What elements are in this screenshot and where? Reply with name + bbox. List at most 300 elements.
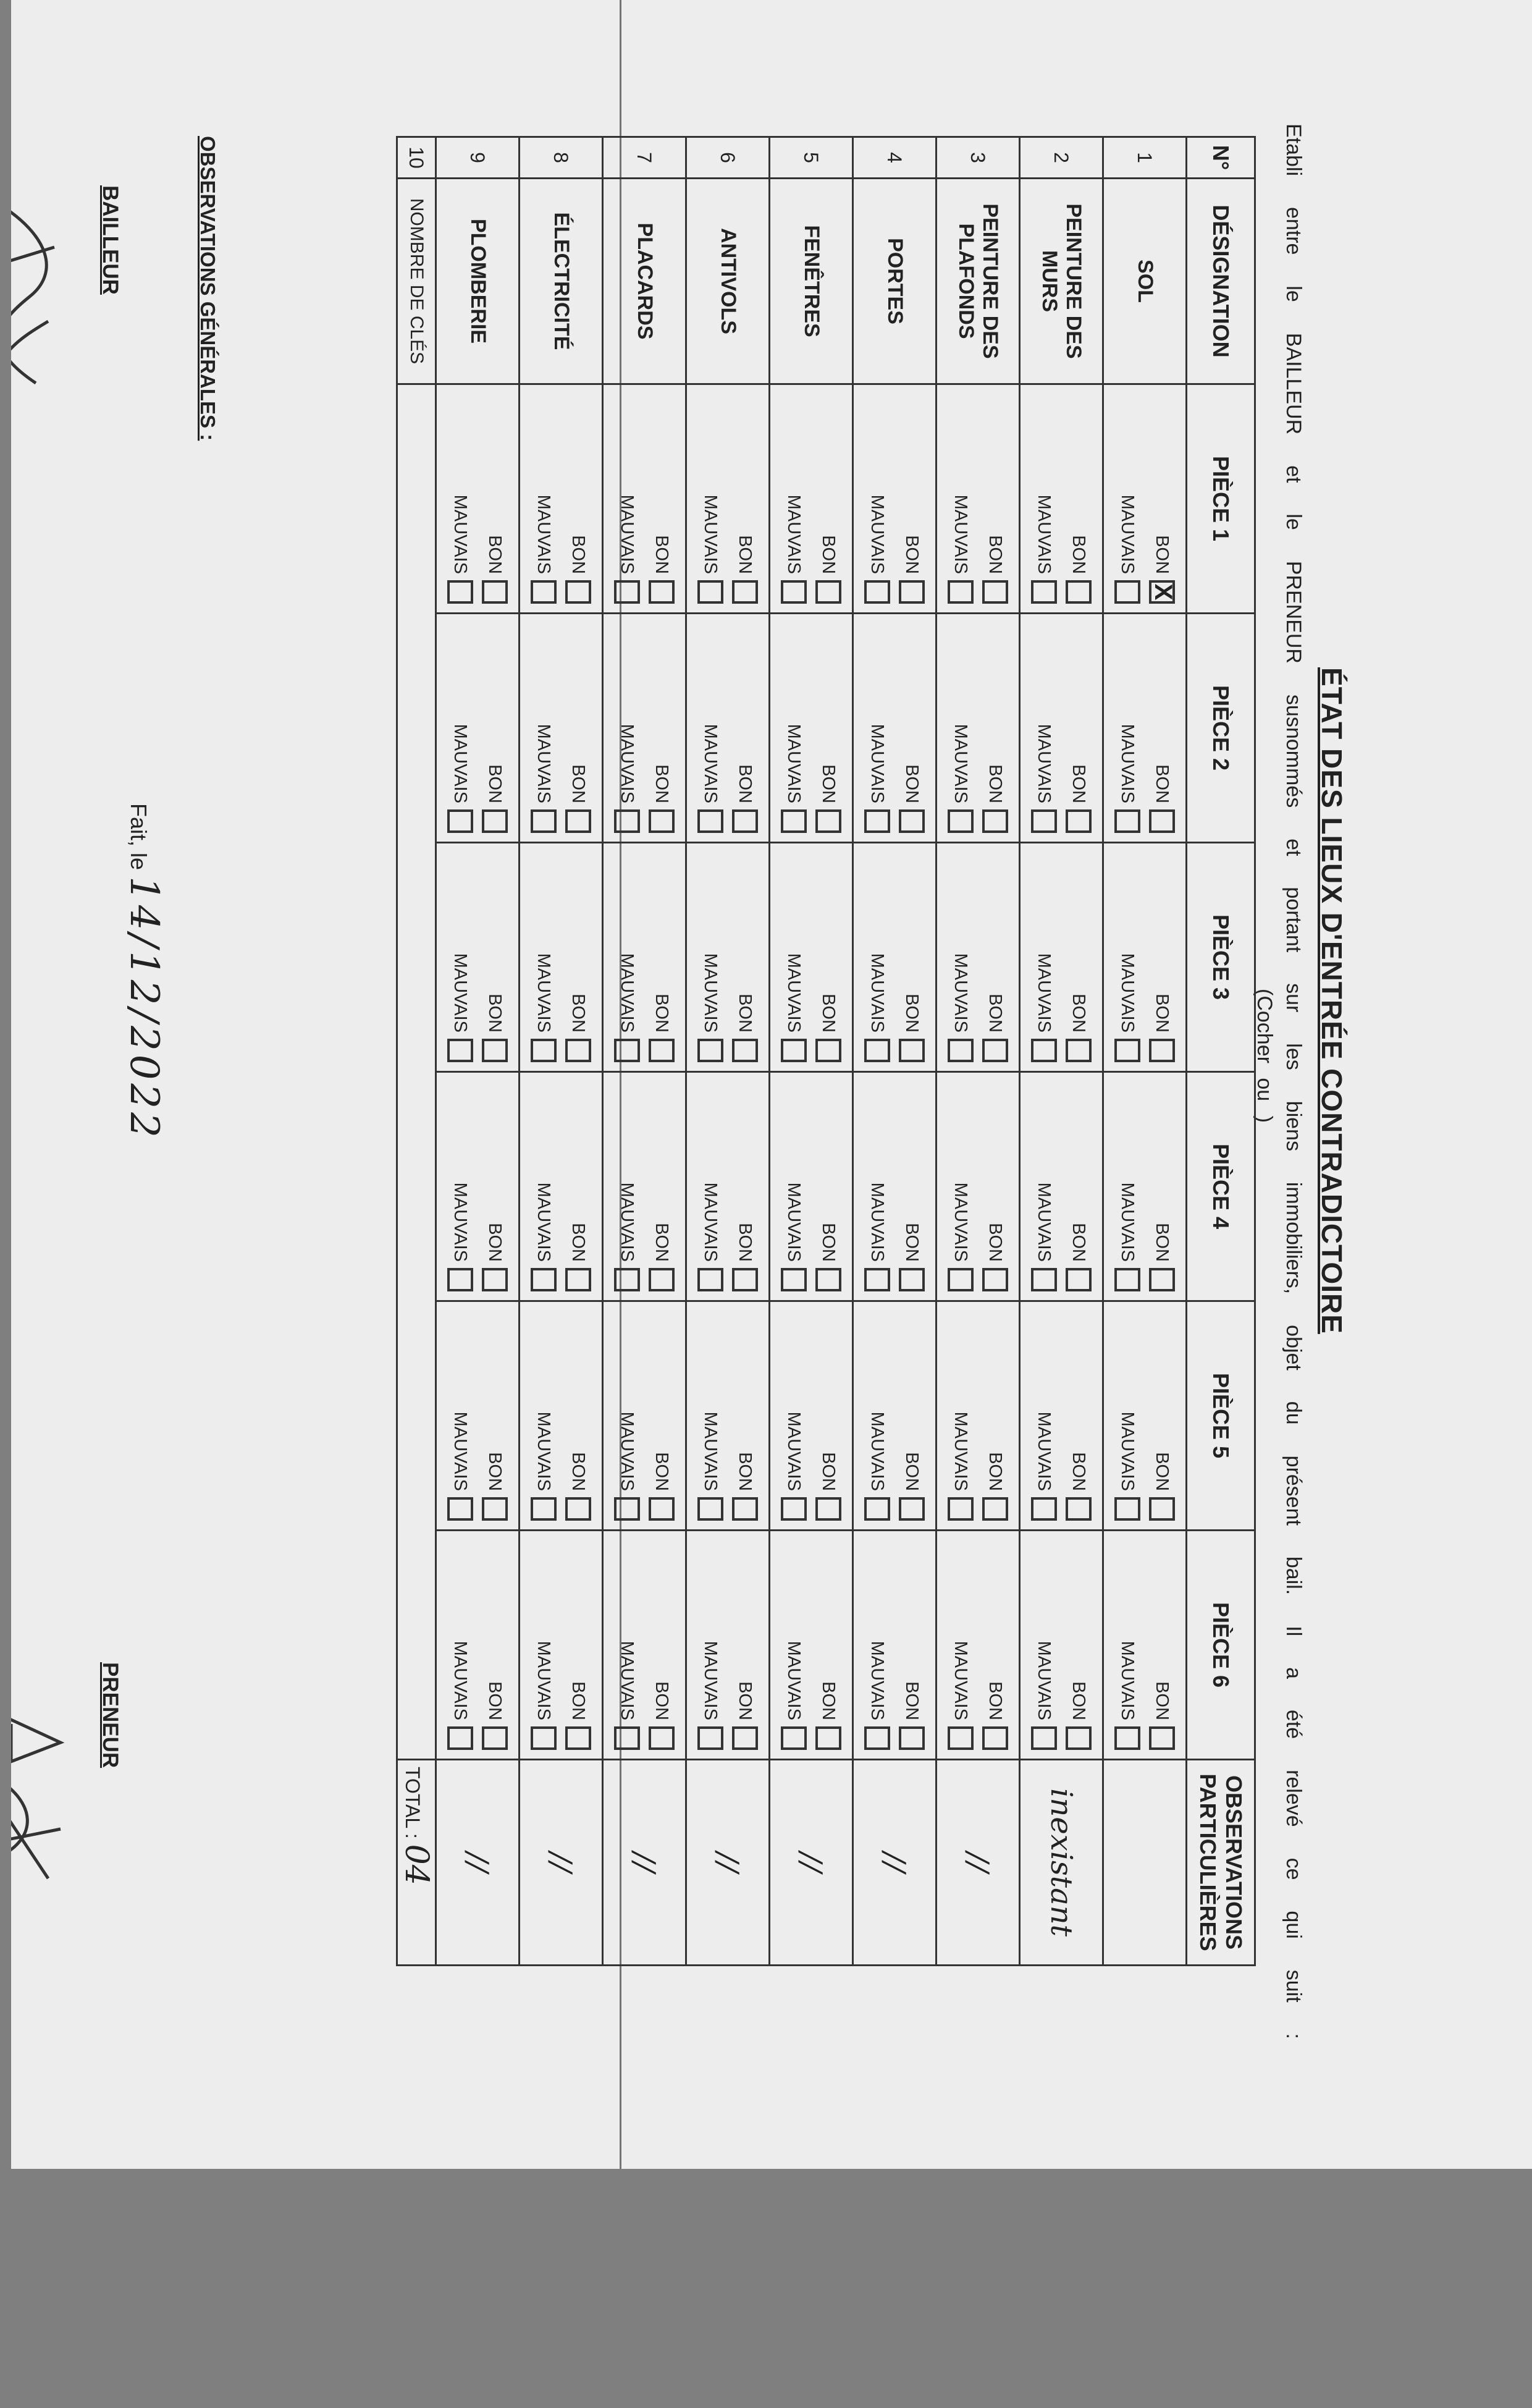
bon-checkbox[interactable] xyxy=(649,1268,675,1291)
header-piece-3: PIÈCE 3 xyxy=(1187,843,1255,1072)
mauvais-label: MAUVAIS xyxy=(534,953,554,1033)
bon-checkbox[interactable] xyxy=(649,1497,675,1521)
bon-checkbox[interactable] xyxy=(1149,1497,1175,1521)
mauvais-checkbox[interactable] xyxy=(614,1726,640,1750)
row-number: 8 xyxy=(520,137,603,179)
row-designation: PEINTURE DES MURS xyxy=(1020,179,1103,384)
bon-checkbox[interactable] xyxy=(1066,809,1092,833)
bon-checkbox[interactable] xyxy=(1149,1726,1175,1750)
bon-checkbox[interactable]: X xyxy=(1149,580,1175,604)
document-title: ÉTAT DES LIEUX D'ENTRÉE CONTRADICTOIRE xyxy=(1316,667,1348,1334)
mauvais-checkbox[interactable] xyxy=(1114,1497,1140,1521)
bon-label: BON xyxy=(985,994,1006,1033)
mauvais-checkbox[interactable] xyxy=(781,1268,807,1291)
piece-6-cell xyxy=(936,1531,1020,1760)
handwritten-date: 14/12/2022 xyxy=(121,876,167,1141)
mauvais-label: MAUVAIS xyxy=(1117,724,1138,803)
bon-label: BON xyxy=(485,764,505,803)
piece-4-cell xyxy=(603,1072,686,1301)
bon-label: BON xyxy=(985,535,1006,574)
piece-2-cell xyxy=(436,614,520,843)
mauvais-label: MAUVAIS xyxy=(1117,1182,1138,1262)
piece-1-cell xyxy=(436,384,520,614)
document-subtitle: Etabli entre le BAILLEUR et le PRENEUR susnommés et portant sur les biens immobiliers, objet du présent bail. Il a été relevé ce qui suit : xyxy=(1282,124,1305,2039)
bon-label: BON xyxy=(819,994,839,1033)
mauvais-checkbox[interactable] xyxy=(864,1726,890,1750)
piece-3-cell xyxy=(520,843,603,1072)
bon-checkbox[interactable] xyxy=(982,809,1008,833)
mauvais-label: MAUVAIS xyxy=(534,494,554,574)
bon-checkbox[interactable] xyxy=(732,1497,758,1521)
mauvais-checkbox[interactable] xyxy=(781,1039,807,1062)
piece-1-cell xyxy=(520,384,603,614)
mauvais-checkbox[interactable] xyxy=(447,1268,473,1291)
keys-row-number: 10 xyxy=(397,137,436,179)
piece-3-cell xyxy=(853,843,936,1072)
mauvais-label: MAUVAIS xyxy=(534,1411,554,1491)
row-number: 3 xyxy=(936,137,1020,179)
piece-1-cell xyxy=(853,384,936,614)
keys-total-cell[interactable] xyxy=(397,1760,436,1966)
bon-checkbox[interactable] xyxy=(732,1268,758,1291)
piece-3-cell xyxy=(686,843,770,1072)
mauvais-checkbox[interactable] xyxy=(1114,1726,1140,1750)
bon-label: BON xyxy=(819,1452,839,1491)
bon-checkbox[interactable] xyxy=(899,1726,925,1750)
bon-label: BON xyxy=(1152,1452,1172,1491)
mauvais-label: MAUVAIS xyxy=(534,1182,554,1262)
mauvais-label: MAUVAIS xyxy=(784,953,804,1033)
bailleur-label: BAILLEUR xyxy=(98,185,122,295)
bon-label: BON xyxy=(568,1681,589,1720)
bon-label: BON xyxy=(568,1223,589,1262)
row-designation: PORTES xyxy=(853,179,936,384)
bon-checkbox[interactable] xyxy=(982,1268,1008,1291)
bon-checkbox[interactable] xyxy=(732,1039,758,1062)
piece-6-cell xyxy=(520,1531,603,1760)
mauvais-label: MAUVAIS xyxy=(784,494,804,574)
piece-3-cell xyxy=(603,843,686,1072)
bon-label: BON xyxy=(819,1223,839,1262)
mauvais-checkbox[interactable] xyxy=(948,1039,974,1062)
header-num: N° xyxy=(1187,137,1255,179)
row-designation: ÉLECTRICITÉ xyxy=(520,179,603,384)
keys-row-label: NOMBRE DE CLÉS xyxy=(397,179,436,384)
mauvais-checkbox[interactable] xyxy=(697,1726,723,1750)
bon-label: BON xyxy=(485,994,505,1033)
mauvais-checkbox[interactable] xyxy=(447,1726,473,1750)
piece-5-cell xyxy=(770,1301,853,1531)
mauvais-label: MAUVAIS xyxy=(1034,1641,1054,1720)
mauvais-checkbox[interactable] xyxy=(1031,1039,1057,1062)
mauvais-label: MAUVAIS xyxy=(701,724,721,803)
piece-3-cell xyxy=(770,843,853,1072)
mauvais-checkbox[interactable] xyxy=(864,1268,890,1291)
row-number: 4 xyxy=(853,137,936,179)
mauvais-checkbox[interactable] xyxy=(447,1039,473,1062)
mauvais-label: MAUVAIS xyxy=(450,724,471,803)
mauvais-checkbox[interactable] xyxy=(697,809,723,833)
bon-label: BON xyxy=(485,1223,505,1262)
mauvais-label: MAUVAIS xyxy=(1034,953,1054,1033)
mauvais-checkbox[interactable] xyxy=(781,580,807,604)
piece-3-cell xyxy=(436,843,520,1072)
piece-2-cell xyxy=(853,614,936,843)
mauvais-label: MAUVAIS xyxy=(1117,1411,1138,1491)
piece-2-cell xyxy=(1020,614,1103,843)
bon-label: BON xyxy=(735,1223,755,1262)
bon-checkbox[interactable] xyxy=(565,1039,591,1062)
mauvais-label: MAUVAIS xyxy=(534,724,554,803)
mauvais-label: MAUVAIS xyxy=(951,1182,971,1262)
bon-label: BON xyxy=(1069,1681,1089,1720)
piece-1-cell xyxy=(1020,384,1103,614)
row-observation[interactable]: // xyxy=(770,1760,853,1966)
bon-checkbox[interactable] xyxy=(482,580,508,604)
bon-label: BON xyxy=(902,1452,922,1491)
bon-checkbox[interactable] xyxy=(815,1039,841,1062)
bon-label: BON xyxy=(1069,535,1089,574)
mauvais-checkbox[interactable] xyxy=(614,1497,640,1521)
bon-checkbox[interactable] xyxy=(1066,1039,1092,1062)
bon-checkbox[interactable] xyxy=(1149,809,1175,833)
rotated-page-content xyxy=(11,74,1358,2169)
mauvais-label: MAUVAIS xyxy=(701,1182,721,1262)
piece-1-cell xyxy=(770,384,853,614)
bon-checkbox[interactable] xyxy=(1066,1268,1092,1291)
bon-label: BON xyxy=(1152,1223,1172,1262)
mauvais-label: MAUVAIS xyxy=(1117,953,1138,1033)
piece-5-cell xyxy=(936,1301,1020,1531)
row-designation: PLACARDS xyxy=(603,179,686,384)
bon-checkbox[interactable] xyxy=(482,1726,508,1750)
mauvais-checkbox[interactable] xyxy=(531,1726,557,1750)
bon-label: BON xyxy=(985,764,1006,803)
mauvais-checkbox[interactable] xyxy=(948,1726,974,1750)
bon-label: BON xyxy=(735,994,755,1033)
mauvais-checkbox[interactable] xyxy=(1031,580,1057,604)
preneur-label: PRENEUR xyxy=(98,1662,122,1768)
row-number: 5 xyxy=(770,137,853,179)
mauvais-checkbox[interactable] xyxy=(948,1497,974,1521)
keys-row-blank xyxy=(397,384,436,1760)
mauvais-label: MAUVAIS xyxy=(1117,1641,1138,1720)
piece-1-cell xyxy=(1103,384,1187,614)
bon-label: BON xyxy=(985,1681,1006,1720)
mauvais-label: MAUVAIS xyxy=(617,1641,638,1720)
bon-checkbox[interactable] xyxy=(899,1497,925,1521)
piece-5-cell xyxy=(520,1301,603,1531)
piece-3-cell xyxy=(936,843,1020,1072)
mauvais-checkbox[interactable] xyxy=(614,1268,640,1291)
piece-2-cell xyxy=(520,614,603,843)
row-observation[interactable]: // xyxy=(603,1760,686,1966)
mauvais-label: MAUVAIS xyxy=(951,1641,971,1720)
piece-5-cell xyxy=(603,1301,686,1531)
mauvais-label: MAUVAIS xyxy=(867,1641,888,1720)
bon-checkbox[interactable] xyxy=(565,1497,591,1521)
bon-label: BON xyxy=(902,1223,922,1262)
mauvais-checkbox[interactable] xyxy=(614,1039,640,1062)
header-piece-5: PIÈCE 5 xyxy=(1187,1301,1255,1531)
bon-checkbox[interactable] xyxy=(815,1268,841,1291)
bon-label: BON xyxy=(819,764,839,803)
piece-2-cell xyxy=(936,614,1020,843)
bon-label: BON xyxy=(902,994,922,1033)
mauvais-checkbox[interactable] xyxy=(864,1039,890,1062)
bon-label: BON xyxy=(1069,1223,1089,1262)
fait-le-label: Fait, le xyxy=(126,803,151,871)
bon-label: BON xyxy=(735,1452,755,1491)
bon-checkbox[interactable] xyxy=(565,1268,591,1291)
mauvais-label: MAUVAIS xyxy=(701,953,721,1033)
check-instruction: (Cocher ou ) xyxy=(1253,989,1276,1123)
bon-checkbox[interactable] xyxy=(649,1039,675,1062)
bailleur-signature xyxy=(11,198,73,402)
bon-checkbox[interactable] xyxy=(482,809,508,833)
mauvais-checkbox[interactable] xyxy=(447,1497,473,1521)
mauvais-label: MAUVAIS xyxy=(867,953,888,1033)
table-row xyxy=(686,137,770,1966)
mauvais-checkbox[interactable] xyxy=(781,809,807,833)
table-row xyxy=(1020,137,1103,1966)
bon-checkbox[interactable] xyxy=(1149,1268,1175,1291)
bon-checkbox[interactable] xyxy=(565,1726,591,1750)
mauvais-checkbox[interactable] xyxy=(531,1268,557,1291)
table-row xyxy=(1103,137,1187,1966)
mauvais-checkbox[interactable] xyxy=(781,1726,807,1750)
mauvais-label: MAUVAIS xyxy=(617,1411,638,1491)
row-observation[interactable]: // xyxy=(436,1760,520,1966)
header-piece-1: PIÈCE 1 xyxy=(1187,384,1255,614)
mauvais-checkbox[interactable] xyxy=(531,1039,557,1062)
general-observations-label: OBSERVATIONS GÉNÉRALES : xyxy=(196,136,219,441)
mauvais-checkbox[interactable] xyxy=(1031,1268,1057,1291)
bon-label: BON xyxy=(568,994,589,1033)
bon-checkbox[interactable] xyxy=(899,809,925,833)
bon-checkbox[interactable] xyxy=(732,809,758,833)
row-designation: SOL xyxy=(1103,179,1187,384)
mauvais-label: MAUVAIS xyxy=(701,1641,721,1720)
bon-checkbox[interactable] xyxy=(815,1497,841,1521)
bon-checkbox[interactable] xyxy=(815,580,841,604)
keys-total-value: 04 xyxy=(398,1844,435,1885)
piece-2-cell xyxy=(1103,614,1187,843)
mauvais-checkbox[interactable] xyxy=(614,809,640,833)
mauvais-checkbox[interactable] xyxy=(864,580,890,604)
mauvais-checkbox[interactable] xyxy=(531,580,557,604)
bon-label: BON xyxy=(1069,1452,1089,1491)
bon-label: BON xyxy=(1152,1681,1172,1720)
piece-5-cell xyxy=(686,1301,770,1531)
piece-4-cell xyxy=(853,1072,936,1301)
row-observation[interactable]: // xyxy=(936,1760,1020,1966)
bon-label: BON xyxy=(1069,994,1089,1033)
row-number: 9 xyxy=(436,137,520,179)
bon-checkbox[interactable] xyxy=(815,1726,841,1750)
mauvais-checkbox[interactable] xyxy=(614,580,640,604)
piece-1-cell xyxy=(603,384,686,614)
mauvais-label: MAUVAIS xyxy=(617,494,638,574)
row-observation[interactable]: inexistant xyxy=(1020,1760,1103,1966)
mauvais-label: MAUVAIS xyxy=(450,1182,471,1262)
piece-2-cell xyxy=(686,614,770,843)
bon-label: BON xyxy=(902,1681,922,1720)
row-number: 7 xyxy=(603,137,686,179)
bon-label: BON xyxy=(485,1452,505,1491)
mauvais-checkbox[interactable] xyxy=(447,809,473,833)
mauvais-label: MAUVAIS xyxy=(951,494,971,574)
mauvais-label: MAUVAIS xyxy=(951,724,971,803)
mauvais-label: MAUVAIS xyxy=(1034,494,1054,574)
mauvais-label: MAUVAIS xyxy=(951,953,971,1033)
mauvais-checkbox[interactable] xyxy=(781,1497,807,1521)
bon-checkbox[interactable] xyxy=(649,809,675,833)
piece-6-cell xyxy=(770,1531,853,1760)
mauvais-label: MAUVAIS xyxy=(1034,1182,1054,1262)
bon-label: BON xyxy=(1152,535,1172,574)
bon-checkbox[interactable] xyxy=(982,580,1008,604)
mauvais-checkbox[interactable] xyxy=(531,1497,557,1521)
piece-4-cell xyxy=(520,1072,603,1301)
bon-checkbox[interactable] xyxy=(982,1726,1008,1750)
bon-label: BON xyxy=(985,1452,1006,1491)
bon-checkbox[interactable] xyxy=(1149,1039,1175,1062)
bon-checkbox[interactable] xyxy=(1066,580,1092,604)
bon-label: BON xyxy=(735,1681,755,1720)
date-line xyxy=(121,803,167,1141)
table-row xyxy=(436,137,520,1966)
bon-label: BON xyxy=(735,764,755,803)
mauvais-checkbox[interactable] xyxy=(1114,809,1140,833)
mauvais-checkbox[interactable] xyxy=(1114,1039,1140,1062)
bon-checkbox[interactable] xyxy=(899,1268,925,1291)
mauvais-label: MAUVAIS xyxy=(867,724,888,803)
bon-checkbox[interactable] xyxy=(732,1726,758,1750)
mauvais-checkbox[interactable] xyxy=(864,809,890,833)
row-observation[interactable] xyxy=(1103,1760,1187,1966)
piece-6-cell xyxy=(1103,1531,1187,1760)
bon-label: BON xyxy=(485,1681,505,1720)
bon-checkbox[interactable] xyxy=(815,809,841,833)
piece-3-cell xyxy=(1020,843,1103,1072)
mauvais-label: MAUVAIS xyxy=(450,1411,471,1491)
bon-label: BON xyxy=(819,1681,839,1720)
mauvais-checkbox[interactable] xyxy=(1114,1268,1140,1291)
mauvais-label: MAUVAIS xyxy=(450,494,471,574)
bon-label: BON xyxy=(902,764,922,803)
mauvais-label: MAUVAIS xyxy=(450,953,471,1033)
bon-checkbox[interactable] xyxy=(982,1497,1008,1521)
mauvais-label: MAUVAIS xyxy=(1034,1411,1054,1491)
mauvais-label: MAUVAIS xyxy=(534,1641,554,1720)
mauvais-checkbox[interactable] xyxy=(697,1268,723,1291)
mauvais-checkbox[interactable] xyxy=(948,1268,974,1291)
bon-checkbox[interactable] xyxy=(482,1039,508,1062)
mauvais-checkbox[interactable] xyxy=(531,809,557,833)
piece-6-cell xyxy=(1020,1531,1103,1760)
mauvais-label: MAUVAIS xyxy=(867,1182,888,1262)
bon-checkbox[interactable] xyxy=(1066,1497,1092,1521)
mauvais-checkbox[interactable] xyxy=(1031,1497,1057,1521)
mauvais-label: MAUVAIS xyxy=(450,1641,471,1720)
bon-label: BON xyxy=(485,535,505,574)
piece-5-cell xyxy=(436,1301,520,1531)
row-observation[interactable]: // xyxy=(520,1760,603,1966)
mauvais-checkbox[interactable] xyxy=(864,1497,890,1521)
bon-checkbox[interactable] xyxy=(482,1268,508,1291)
mauvais-label: MAUVAIS xyxy=(784,1411,804,1491)
bon-checkbox[interactable] xyxy=(982,1039,1008,1062)
piece-4-cell xyxy=(770,1072,853,1301)
bon-checkbox[interactable] xyxy=(482,1497,508,1521)
piece-4-cell xyxy=(1103,1072,1187,1301)
bon-checkbox[interactable] xyxy=(1066,1726,1092,1750)
header-piece-2: PIÈCE 2 xyxy=(1187,614,1255,843)
mauvais-checkbox[interactable] xyxy=(1031,809,1057,833)
mauvais-checkbox[interactable] xyxy=(447,580,473,604)
bon-label: BON xyxy=(902,535,922,574)
table-header-row xyxy=(1187,137,1255,1966)
table-row xyxy=(770,137,853,1966)
mauvais-label: MAUVAIS xyxy=(701,494,721,574)
bon-checkbox[interactable] xyxy=(899,1039,925,1062)
bon-checkbox[interactable] xyxy=(565,809,591,833)
bon-checkbox[interactable] xyxy=(649,580,675,604)
bon-label: BON xyxy=(652,764,672,803)
bon-label: BON xyxy=(652,1223,672,1262)
mauvais-checkbox[interactable] xyxy=(697,1039,723,1062)
mauvais-label: MAUVAIS xyxy=(867,494,888,574)
bon-label: BON xyxy=(652,1681,672,1720)
piece-4-cell xyxy=(686,1072,770,1301)
piece-6-cell xyxy=(603,1531,686,1760)
bon-label: BON xyxy=(568,764,589,803)
bon-checkbox[interactable] xyxy=(732,580,758,604)
mauvais-checkbox[interactable] xyxy=(948,580,974,604)
row-designation: PEINTURE DES PLAFONDS xyxy=(936,179,1020,384)
mauvais-checkbox[interactable] xyxy=(948,809,974,833)
piece-1-cell xyxy=(686,384,770,614)
bon-label: BON xyxy=(568,1452,589,1491)
bon-checkbox[interactable] xyxy=(899,580,925,604)
row-observation[interactable]: // xyxy=(686,1760,770,1966)
piece-5-cell xyxy=(1020,1301,1103,1531)
preneur-signature xyxy=(11,1693,73,1891)
bon-checkbox[interactable] xyxy=(565,580,591,604)
piece-5-cell xyxy=(853,1301,936,1531)
mauvais-label: MAUVAIS xyxy=(617,1182,638,1262)
mauvais-label: MAUVAIS xyxy=(1034,724,1054,803)
keys-total-label: TOTAL : xyxy=(402,1767,424,1839)
table-row xyxy=(520,137,603,1966)
mauvais-checkbox[interactable] xyxy=(697,580,723,604)
mauvais-label: MAUVAIS xyxy=(617,724,638,803)
mauvais-label: MAUVAIS xyxy=(784,1182,804,1262)
row-number: 2 xyxy=(1020,137,1103,179)
row-observation[interactable]: // xyxy=(853,1760,936,1966)
mauvais-checkbox[interactable] xyxy=(697,1497,723,1521)
bon-checkbox[interactable] xyxy=(649,1726,675,1750)
bon-label: BON xyxy=(652,535,672,574)
row-number: 6 xyxy=(686,137,770,179)
mauvais-label: MAUVAIS xyxy=(867,1411,888,1491)
piece-2-cell xyxy=(603,614,686,843)
header-observations: OBSERVATIONS PARTICULIÈRES xyxy=(1187,1760,1255,1966)
mauvais-checkbox[interactable] xyxy=(1114,580,1140,604)
bon-label: BON xyxy=(568,535,589,574)
mauvais-checkbox[interactable] xyxy=(1031,1726,1057,1750)
